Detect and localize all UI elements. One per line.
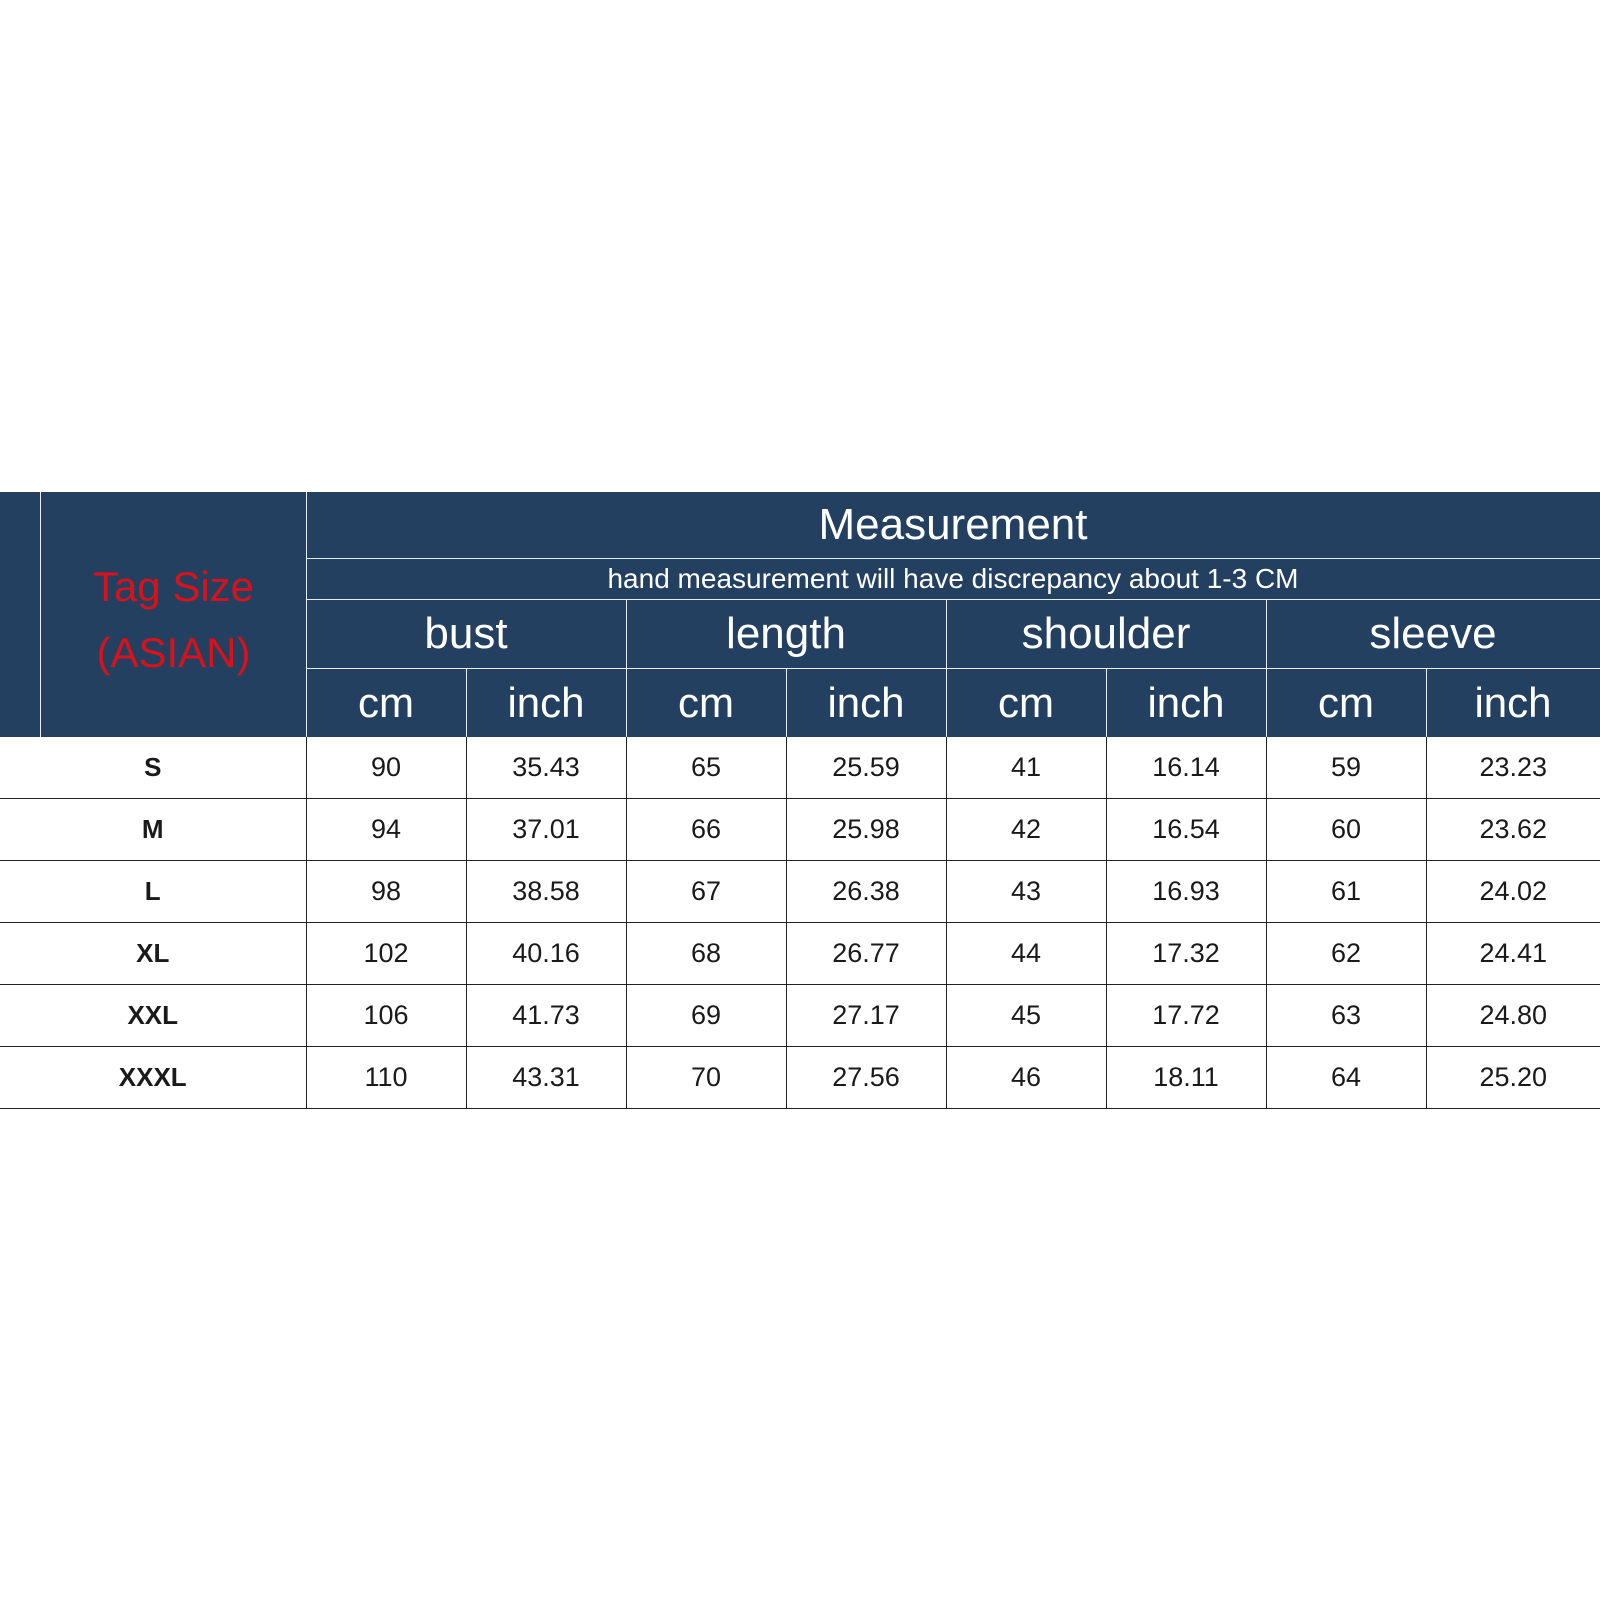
value-cell: 25.98	[786, 799, 946, 861]
size-cell: XXL	[0, 985, 306, 1047]
value-cell: 16.54	[1106, 799, 1266, 861]
value-cell: 42	[946, 799, 1106, 861]
value-cell: 90	[306, 737, 466, 799]
value-cell: 43	[946, 861, 1106, 923]
value-cell: 68	[626, 923, 786, 985]
value-cell: 67	[626, 861, 786, 923]
size-table	[0, 737, 1600, 1109]
value-cell: 41.73	[466, 985, 626, 1047]
measurement-note: hand measurement will have discrepancy about 1-3 CM	[607, 563, 1299, 594]
measurement-title: Measurement	[818, 500, 1088, 549]
value-cell: 70	[626, 1047, 786, 1109]
size-chart	[0, 492, 1600, 1109]
group-header-length: length	[726, 609, 846, 658]
value-cell: 17.32	[1106, 923, 1266, 985]
value-cell: 24.41	[1426, 923, 1600, 985]
value-cell: 38.58	[466, 861, 626, 923]
size-cell: XXXL	[0, 1047, 306, 1109]
size-cell: L	[0, 861, 306, 923]
header-divider	[1426, 669, 1427, 737]
value-cell: 62	[1266, 923, 1426, 985]
value-cell: 59	[1266, 737, 1426, 799]
table-row	[0, 861, 1600, 923]
size-chart-header	[0, 492, 1600, 737]
value-cell: 17.72	[1106, 985, 1266, 1047]
unit-header-cm: cm	[358, 679, 414, 726]
tag-size-line1: Tag Size	[92, 562, 255, 610]
value-cell: 63	[1266, 985, 1426, 1047]
value-cell: 66	[626, 799, 786, 861]
table-row	[0, 923, 1600, 985]
size-cell: S	[0, 737, 306, 799]
value-cell: 69	[626, 985, 786, 1047]
value-cell: 106	[306, 985, 466, 1047]
value-cell: 23.62	[1426, 799, 1600, 861]
tag-size-label	[41, 492, 306, 737]
value-cell: 64	[1266, 1047, 1426, 1109]
value-cell: 65	[626, 737, 786, 799]
tag-size-line2: (ASIAN)	[96, 628, 251, 676]
value-cell: 26.38	[786, 861, 946, 923]
group-header-bust: bust	[424, 609, 508, 658]
value-cell: 60	[1266, 799, 1426, 861]
value-cell: 61	[1266, 861, 1426, 923]
group-header-shoulder: shoulder	[1021, 609, 1191, 658]
unit-header-inch: inch	[507, 679, 585, 726]
header-divider	[466, 669, 467, 737]
value-cell: 98	[306, 861, 466, 923]
value-cell: 102	[306, 923, 466, 985]
value-cell: 43.31	[466, 1047, 626, 1109]
table-row	[0, 799, 1600, 861]
unit-header-cm: cm	[678, 679, 734, 726]
value-cell: 16.93	[1106, 861, 1266, 923]
value-cell: 18.11	[1106, 1047, 1266, 1109]
unit-header-inch: inch	[827, 679, 905, 726]
table-row	[0, 985, 1600, 1047]
value-cell: 24.80	[1426, 985, 1600, 1047]
value-cell: 27.17	[786, 985, 946, 1047]
value-cell: 44	[946, 923, 1106, 985]
value-cell: 25.20	[1426, 1047, 1600, 1109]
table-row	[0, 1047, 1600, 1109]
value-cell: 25.59	[786, 737, 946, 799]
value-cell: 94	[306, 799, 466, 861]
value-cell: 27.56	[786, 1047, 946, 1109]
value-cell: 37.01	[466, 799, 626, 861]
unit-header-inch: inch	[1474, 679, 1552, 726]
unit-header-inch: inch	[1147, 679, 1225, 726]
unit-header-cm: cm	[998, 679, 1054, 726]
value-cell: 35.43	[466, 737, 626, 799]
value-cell: 23.23	[1426, 737, 1600, 799]
value-cell: 24.02	[1426, 861, 1600, 923]
size-cell: M	[0, 799, 306, 861]
header-divider	[1106, 669, 1107, 737]
value-cell: 46	[946, 1047, 1106, 1109]
table-row	[0, 737, 1600, 799]
value-cell: 40.16	[466, 923, 626, 985]
value-cell: 45	[946, 985, 1106, 1047]
value-cell: 16.14	[1106, 737, 1266, 799]
group-header-sleeve: sleeve	[1369, 609, 1497, 658]
header-divider	[786, 669, 787, 737]
value-cell: 41	[946, 737, 1106, 799]
size-cell: XL	[0, 923, 306, 985]
unit-header-cm: cm	[1318, 679, 1374, 726]
value-cell: 110	[306, 1047, 466, 1109]
value-cell: 26.77	[786, 923, 946, 985]
